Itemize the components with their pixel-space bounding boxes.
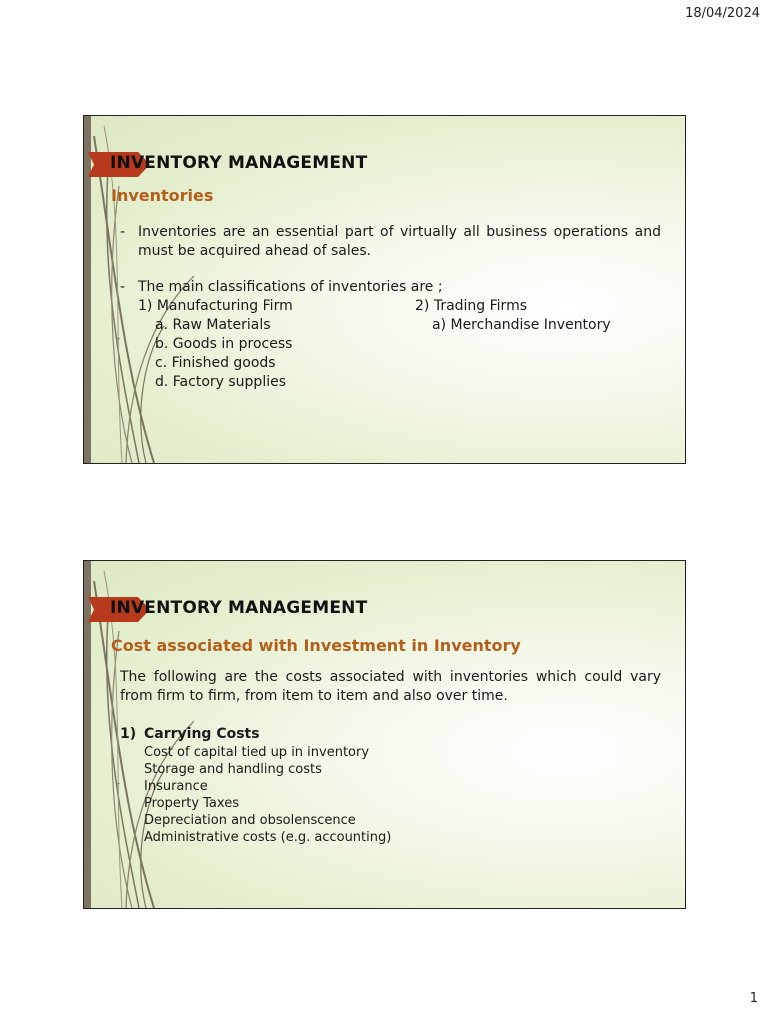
list-item: Insurance [144, 779, 208, 794]
bullet-item [120, 278, 661, 297]
slide-body [120, 223, 661, 392]
slide-body [120, 668, 661, 846]
slide-1 [83, 115, 686, 464]
carrying-costs-list [120, 744, 661, 846]
list-item: b. Goods in process [155, 336, 293, 352]
slide-2 [83, 560, 686, 909]
list-item: a) Merchandise Inventory [432, 317, 611, 333]
intro-paragraph: The following are the costs associated with inventories which could vary from firm to firm, from item to item and also over time. [120, 669, 661, 704]
bullet-text: Inventories are an essential part of virtually all business operations and must be acquired ahead of sales. [138, 224, 661, 259]
bullet-dash: - [120, 279, 126, 295]
slide-title: INVENTORY MANAGEMENT [110, 598, 368, 618]
slide-title: INVENTORY MANAGEMENT [110, 153, 368, 173]
stray-mark: - [117, 334, 121, 344]
list-item: c. Finished goods [155, 355, 276, 371]
list-item: Administrative costs (e.g. accounting) [144, 830, 392, 845]
manufacturing-heading: 1) Manufacturing Firm [138, 298, 293, 314]
list-item: Depreciation and obsolenscence [144, 813, 356, 828]
section-number: 1) [120, 726, 137, 742]
section-heading-text: Carrying Costs [144, 726, 260, 742]
trading-heading: 2) Trading Firms [415, 298, 527, 314]
page-number: 1 [749, 991, 758, 1006]
list-item: a. Raw Materials [155, 317, 271, 333]
list-item: Storage and handling costs [144, 762, 322, 777]
slide-subtitle: Cost associated with Investment in Inventory [111, 636, 521, 655]
list-item: Property Taxes [144, 796, 239, 811]
bullet-text: The main classifications of inventories are ; [138, 279, 443, 295]
bullet-dash: - [120, 224, 126, 240]
list-item: Cost of capital tied up in inventory [144, 745, 370, 760]
manufacturing-column [138, 297, 415, 392]
section-heading [120, 725, 661, 744]
trading-column [415, 297, 611, 392]
date-header: 18/04/2024 [685, 6, 760, 21]
slide-subtitle: Inventories [111, 186, 214, 205]
bullet-item [120, 223, 661, 261]
stray-mark: - [117, 779, 121, 789]
classification-columns [120, 297, 661, 392]
list-item: d. Factory supplies [155, 374, 287, 390]
